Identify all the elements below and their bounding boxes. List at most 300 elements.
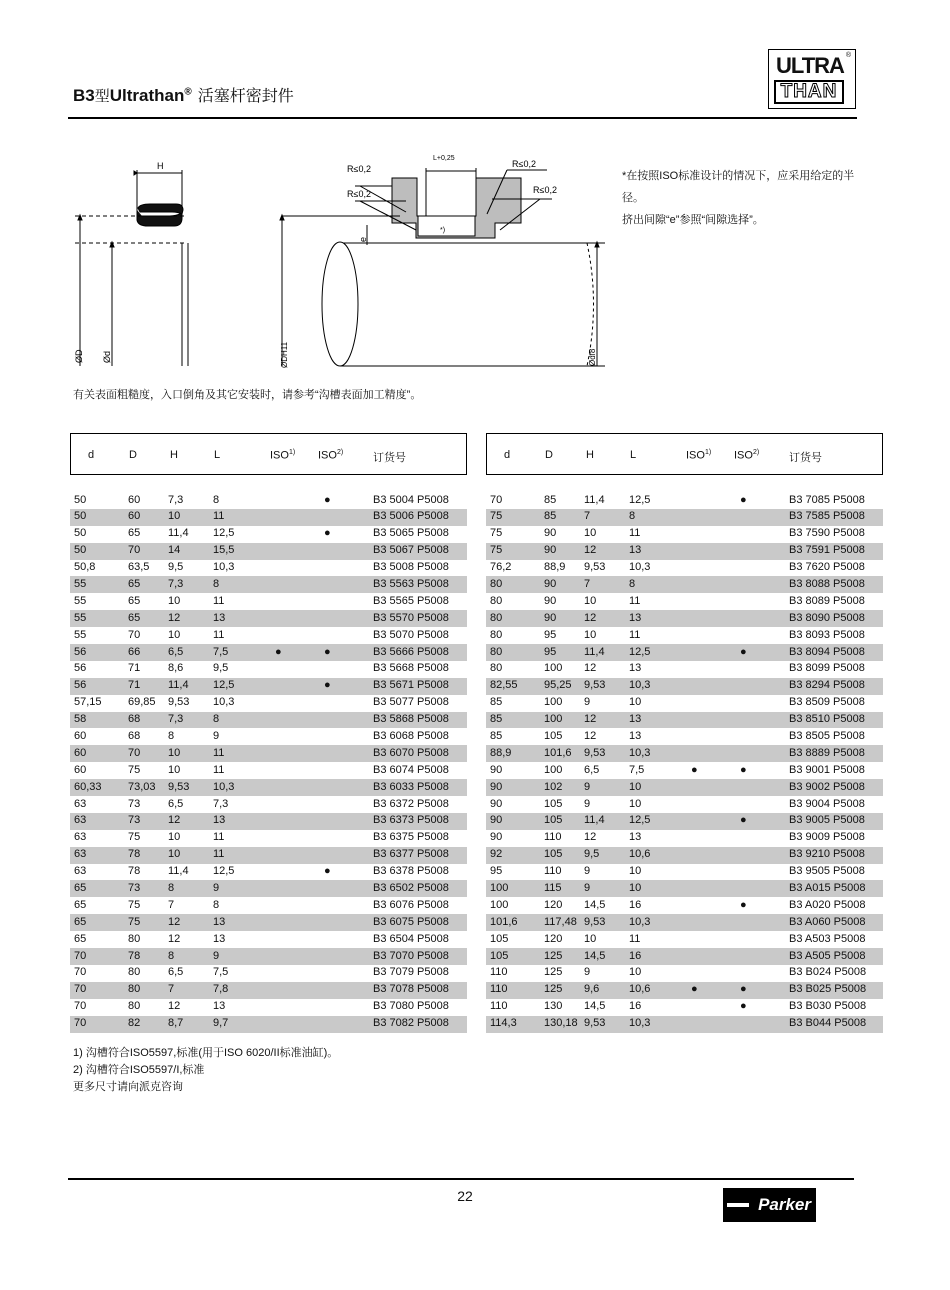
cell-d: 70	[74, 966, 87, 979]
cell-d: 75	[490, 510, 503, 523]
table-row	[70, 678, 467, 695]
cell-D: 90	[544, 594, 557, 607]
table-row	[70, 762, 467, 779]
table-row	[486, 762, 883, 779]
cell-d: 90	[490, 831, 503, 844]
cell-H: 9	[584, 696, 591, 709]
cell-H: 14,5	[584, 949, 606, 962]
cell-d: 63	[74, 797, 87, 810]
cell-D: 105	[544, 729, 563, 742]
cell-order-no: B3 9001 P5008	[789, 763, 865, 776]
cell-H: 9	[584, 780, 591, 793]
cell-d: 50	[74, 493, 87, 506]
cell-order-no: B3 B030 P5008	[789, 1000, 867, 1013]
cell-order-no: B3 6502 P5008	[373, 881, 449, 894]
cell-order-no: B3 6074 P5008	[373, 763, 449, 776]
cell-D: 105	[544, 797, 563, 810]
ultrathan-logo	[768, 49, 856, 109]
dim-e-label: e	[358, 236, 368, 242]
logo-than: THAN	[774, 80, 844, 104]
cell-order-no: B3 5570 P5008	[373, 611, 449, 624]
cell-d: 76,2	[490, 561, 512, 574]
dimension-table-left	[70, 433, 467, 1033]
cell-H: 7,3	[168, 493, 184, 506]
cell-D: 75	[128, 831, 141, 844]
table-row	[70, 560, 467, 577]
cell-D: 60	[128, 510, 141, 523]
cell-D: 100	[544, 662, 563, 675]
cell-L: 8	[213, 577, 220, 590]
cell-order-no: B3 5070 P5008	[373, 628, 449, 641]
cell-order-no: B3 A015 P5008	[789, 881, 866, 894]
cell-d: 70	[74, 1017, 87, 1030]
table-row	[486, 661, 883, 678]
cell-L: 10,3	[213, 696, 235, 709]
title-model: B3	[73, 86, 95, 105]
cell-L: 10,3	[213, 561, 235, 574]
cell-H: 11,4	[168, 527, 189, 540]
cell-L: 10	[629, 797, 642, 810]
cell-iso2: ●	[324, 527, 331, 540]
cell-D: 78	[128, 865, 141, 878]
cell-d: 85	[490, 713, 503, 726]
cell-d: 55	[74, 577, 87, 590]
cell-order-no: B3 9505 P5008	[789, 865, 865, 878]
cell-order-no: B3 6372 P5008	[373, 797, 449, 810]
cell-H: 10	[168, 746, 181, 759]
cell-order-no: B3 6076 P5008	[373, 898, 449, 911]
footnote-3: 更多尺寸请向派克咨询	[73, 1081, 183, 1093]
cell-iso2: ●	[740, 983, 747, 996]
cell-H: 9,53	[168, 696, 190, 709]
cell-L: 12,5	[629, 814, 651, 827]
cell-D: 68	[128, 729, 141, 742]
table-row	[486, 965, 883, 982]
cell-L: 11	[213, 594, 225, 607]
header-iso2	[318, 449, 343, 462]
table-row	[486, 999, 883, 1016]
cell-order-no: B3 7082 P5008	[373, 1017, 449, 1030]
cell-order-no: B3 6068 P5008	[373, 729, 449, 742]
footnote-1: 1) 沟槽符合ISO5597,标准(用于ISO 6020/II标准油缸)。	[73, 1047, 339, 1059]
cell-H: 9,53	[584, 915, 606, 928]
table-row	[486, 543, 883, 560]
cell-order-no: B3 9002 P5008	[789, 780, 865, 793]
cell-D: 71	[128, 679, 141, 692]
cell-H: 7	[584, 510, 591, 523]
cell-D: 130	[544, 1000, 563, 1013]
iso-label: ISO	[318, 449, 337, 462]
cell-H: 7	[168, 983, 175, 996]
radius-label-4: R≤0,2	[533, 185, 557, 195]
table-row	[486, 982, 883, 999]
cell-d: 70	[74, 1000, 87, 1013]
cell-L: 10,3	[629, 679, 651, 692]
cell-D: 65	[128, 611, 141, 624]
cell-L: 11	[213, 510, 225, 523]
table-row	[70, 880, 467, 897]
cell-H: 10	[584, 527, 597, 540]
cell-order-no: B3 8294 P5008	[789, 679, 865, 692]
cell-H: 10	[168, 831, 181, 844]
cell-d: 90	[490, 763, 503, 776]
table-header	[486, 433, 883, 475]
cell-L: 10	[629, 966, 642, 979]
table-row	[486, 1016, 883, 1033]
cell-H: 12	[584, 544, 597, 557]
cell-L: 10	[629, 780, 642, 793]
cell-D: 73	[128, 814, 141, 827]
cell-d: 70	[490, 493, 503, 506]
cell-D: 73	[128, 881, 141, 894]
cell-order-no: B3 6075 P5008	[373, 915, 449, 928]
table-row	[486, 914, 883, 931]
cell-order-no: B3 8509 P5008	[789, 696, 865, 709]
cell-order-no: B3 7591 P5008	[789, 544, 865, 557]
cell-D: 90	[544, 577, 557, 590]
header-D: D	[129, 449, 137, 461]
cell-L: 9	[213, 881, 220, 894]
cell-H: 8,6	[168, 662, 184, 675]
cell-L: 12,5	[213, 527, 235, 540]
cell-L: 11	[629, 932, 641, 945]
cell-D: 110	[544, 865, 562, 878]
cell-D: 100	[544, 763, 563, 776]
cell-L: 12,5	[213, 865, 235, 878]
cell-D: 105	[544, 848, 563, 861]
cell-order-no: B3 7070 P5008	[373, 949, 449, 962]
cell-D: 125	[544, 966, 563, 979]
cell-d: 70	[74, 949, 87, 962]
cell-d: 65	[74, 881, 87, 894]
cell-D: 125	[544, 983, 563, 996]
cell-d: 80	[490, 577, 503, 590]
cell-H: 12	[168, 915, 181, 928]
table-row	[70, 847, 467, 864]
cell-L: 9	[213, 729, 220, 742]
table-row	[70, 982, 467, 999]
cell-d: 90	[490, 780, 503, 793]
table-row	[486, 931, 883, 948]
cell-D: 60	[128, 493, 141, 506]
cell-d: 100	[490, 881, 509, 894]
cell-d: 114,3	[490, 1017, 517, 1030]
cell-D: 110	[544, 831, 562, 844]
cell-D: 117,48	[544, 915, 577, 928]
table-row	[70, 745, 467, 762]
logo-registered-mark: ®	[845, 52, 851, 59]
parker-logo-text: Parker	[758, 1195, 811, 1214]
cell-D: 63,5	[128, 561, 150, 574]
cell-order-no: B3 A503 P5008	[789, 932, 866, 945]
cell-d: 56	[74, 662, 87, 675]
table-row	[70, 576, 467, 593]
table-row	[486, 745, 883, 762]
cell-H: 12	[168, 932, 181, 945]
cell-order-no: B3 5668 P5008	[373, 662, 449, 675]
table-row	[70, 914, 467, 931]
cell-d: 105	[490, 932, 509, 945]
cell-d: 88,9	[490, 746, 512, 759]
cell-H: 10	[168, 763, 181, 776]
cell-d: 55	[74, 611, 87, 624]
cell-d: 90	[490, 814, 503, 827]
cell-L: 13	[213, 814, 226, 827]
cell-H: 10	[168, 628, 181, 641]
table-row	[70, 526, 467, 543]
cell-d: 80	[490, 662, 503, 675]
cell-H: 9,53	[584, 746, 606, 759]
cell-iso2: ●	[740, 763, 747, 776]
table-row	[70, 965, 467, 982]
cell-iso1: ●	[691, 983, 698, 996]
cell-L: 10,6	[629, 848, 651, 861]
cell-H: 11,4	[584, 814, 605, 827]
cell-H: 12	[584, 713, 597, 726]
cell-H: 7	[584, 577, 591, 590]
cell-L: 13	[213, 611, 226, 624]
cell-H: 6,5	[168, 645, 184, 658]
cell-D: 95	[544, 645, 557, 658]
cell-D: 80	[128, 983, 141, 996]
cell-iso2: ●	[740, 493, 747, 506]
cell-H: 9,5	[584, 848, 600, 861]
table-row	[70, 492, 467, 509]
cell-order-no: B3 B044 P5008	[789, 1017, 867, 1030]
iso-sup: 1)	[288, 449, 296, 456]
cell-order-no: B3 A020 P5008	[789, 898, 866, 911]
cell-d: 60	[74, 729, 87, 742]
cell-H: 10	[168, 848, 181, 861]
header-D: D	[545, 449, 553, 461]
cell-d: 50	[74, 544, 87, 557]
cell-order-no: B3 5004 P5008	[373, 493, 449, 506]
cell-D: 120	[544, 898, 563, 911]
cell-H: 9,53	[584, 679, 606, 692]
cell-d: 55	[74, 594, 87, 607]
cell-iso2: ●	[324, 645, 331, 658]
cell-d: 75	[490, 544, 503, 557]
cell-d: 80	[490, 611, 503, 624]
cell-iso2: ●	[740, 814, 747, 827]
cell-d: 90	[490, 797, 503, 810]
cell-order-no: B3 5671 P5008	[373, 679, 449, 692]
cell-D: 100	[544, 713, 563, 726]
cell-L: 7,8	[213, 983, 229, 996]
cell-order-no: B3 5563 P5008	[373, 577, 449, 590]
cell-H: 9,53	[584, 561, 606, 574]
cell-order-no: B3 6375 P5008	[373, 831, 449, 844]
cell-H: 12	[584, 831, 597, 844]
cell-order-no: B3 7585 P5008	[789, 510, 865, 523]
cell-iso2: ●	[740, 1000, 747, 1013]
cell-L: 10,6	[629, 983, 651, 996]
table-row	[70, 712, 467, 729]
cell-order-no: B3 6033 P5008	[373, 780, 449, 793]
cell-L: 11	[213, 763, 225, 776]
cell-d: 82,55	[490, 679, 518, 692]
header-d: d	[504, 449, 511, 461]
table-row	[70, 1016, 467, 1033]
table-row	[70, 593, 467, 610]
cell-L: 16	[629, 949, 642, 962]
table-row	[486, 813, 883, 830]
cell-D: 90	[544, 611, 557, 624]
cell-L: 9	[213, 949, 220, 962]
cell-D: 70	[128, 544, 141, 557]
cell-order-no: B3 6378 P5008	[373, 865, 449, 878]
cell-L: 12,5	[629, 493, 651, 506]
header-iso2	[734, 449, 759, 462]
cell-d: 85	[490, 729, 503, 742]
cell-D: 105	[544, 814, 563, 827]
cell-L: 11	[629, 527, 641, 540]
table-row	[70, 931, 467, 948]
cell-L: 9,7	[213, 1017, 229, 1030]
footer-rule	[68, 1178, 854, 1180]
cell-d: 63	[74, 848, 87, 861]
cell-H: 6,5	[168, 797, 184, 810]
cell-iso1: ●	[691, 763, 698, 776]
table-row	[486, 695, 883, 712]
cell-d: 50	[74, 527, 87, 540]
cell-H: 12	[584, 662, 597, 675]
cell-d: 85	[490, 696, 503, 709]
iso-sup: 2)	[336, 449, 344, 456]
cell-H: 7	[168, 898, 175, 911]
cell-H: 9	[584, 797, 591, 810]
footnote-star-label: *)	[440, 227, 446, 234]
title-registered-mark: ®	[184, 86, 192, 98]
cell-D: 65	[128, 527, 141, 540]
cell-H: 14,5	[584, 1000, 606, 1013]
cell-order-no: B3 6377 P5008	[373, 848, 449, 861]
cell-L: 10	[629, 881, 642, 894]
cell-D: 71	[128, 662, 141, 675]
cell-D: 69,85	[128, 696, 156, 709]
cell-D: 80	[128, 966, 141, 979]
cell-L: 8	[629, 510, 636, 523]
table-row	[70, 543, 467, 560]
table-row	[486, 509, 883, 526]
cell-D: 70	[128, 746, 141, 759]
header-iso1	[686, 449, 711, 462]
note-line: *在按照ISO标准设计的情况下，应采用给定的半	[622, 170, 855, 182]
cell-D: 95	[544, 628, 557, 641]
cell-order-no: B3 5065 P5008	[373, 527, 449, 540]
cell-H: 7,3	[168, 713, 184, 726]
cell-d: 110	[490, 966, 508, 979]
figure-caption: 有关表面粗糙度，入口倒角及其它安装时，请参考“沟槽表面加工精度”。	[73, 389, 422, 401]
header-d: d	[88, 449, 95, 461]
radius-label-1: R≤0,2	[347, 164, 371, 174]
cell-d: 110	[490, 1000, 508, 1013]
cell-L: 13	[629, 662, 642, 675]
cell-d: 60,33	[74, 780, 102, 793]
iso-sup: 1)	[704, 449, 712, 456]
cell-order-no: B3 6373 P5008	[373, 814, 449, 827]
cell-L: 7,5	[213, 966, 229, 979]
cell-L: 13	[629, 713, 642, 726]
cell-H: 12	[584, 611, 597, 624]
radius-label-3: R≤0,2	[512, 159, 536, 169]
cell-order-no: B3 7620 P5008	[789, 561, 865, 574]
cell-L: 12,5	[213, 679, 235, 692]
cell-d: 100	[490, 898, 509, 911]
cell-L: 13	[213, 915, 226, 928]
table-row	[486, 560, 883, 577]
cell-order-no: B3 5067 P5008	[373, 544, 449, 557]
cell-H: 8	[168, 949, 175, 962]
table-row	[486, 644, 883, 661]
cell-H: 12	[168, 814, 181, 827]
cell-order-no: B3 5006 P5008	[373, 510, 449, 523]
table-row	[70, 948, 467, 965]
cell-D: 80	[128, 932, 141, 945]
cell-L: 15,5	[213, 544, 235, 557]
table-row	[486, 492, 883, 509]
cell-L: 11	[213, 831, 225, 844]
cell-d: 65	[74, 898, 87, 911]
cell-order-no: B3 8505 P5008	[789, 729, 865, 742]
cell-d: 80	[490, 594, 503, 607]
cell-order-no: B3 5008 P5008	[373, 561, 449, 574]
cell-L: 11	[629, 594, 641, 607]
cell-D: 130,18	[544, 1017, 578, 1030]
table-row	[486, 830, 883, 847]
cell-d: 63	[74, 831, 87, 844]
cell-H: 10	[584, 932, 597, 945]
cell-order-no: B3 5077 P5008	[373, 696, 449, 709]
cell-d: 60	[74, 746, 87, 759]
iso-label: ISO	[270, 449, 289, 462]
cell-D: 115	[544, 881, 562, 894]
cell-d: 65	[74, 915, 87, 928]
cell-D: 65	[128, 594, 141, 607]
cell-H: 8,7	[168, 1017, 184, 1030]
cell-order-no: B3 B025 P5008	[789, 983, 867, 996]
cell-L: 16	[629, 898, 642, 911]
cell-d: 75	[490, 527, 503, 540]
cell-d: 101,6	[490, 915, 518, 928]
cell-order-no: B3 8089 P5008	[789, 594, 865, 607]
cell-H: 9,53	[584, 1017, 606, 1030]
cell-D: 101,6	[544, 746, 572, 759]
cell-L: 10,3	[629, 561, 651, 574]
cell-H: 10	[584, 628, 597, 641]
cell-D: 125	[544, 949, 563, 962]
cell-L: 13	[213, 1000, 226, 1013]
table-row	[486, 576, 883, 593]
cell-d: 56	[74, 679, 87, 692]
table-row	[70, 897, 467, 914]
cell-D: 65	[128, 577, 141, 590]
header-rule	[68, 117, 857, 119]
cell-L: 7,3	[213, 797, 229, 810]
cell-order-no: B3 9210 P5008	[789, 848, 865, 861]
radius-label-2: R≤0,2	[347, 189, 371, 199]
cell-D: 85	[544, 493, 557, 506]
cell-H: 11,4	[584, 645, 605, 658]
cell-order-no: B3 7085 P5008	[789, 493, 865, 506]
title-type: 型	[94, 88, 110, 105]
design-note	[622, 165, 857, 231]
cell-D: 82	[128, 1017, 141, 1030]
table-row	[486, 526, 883, 543]
cell-L: 10,3	[213, 780, 235, 793]
cell-H: 10	[168, 510, 181, 523]
cell-iso2: ●	[324, 865, 331, 878]
